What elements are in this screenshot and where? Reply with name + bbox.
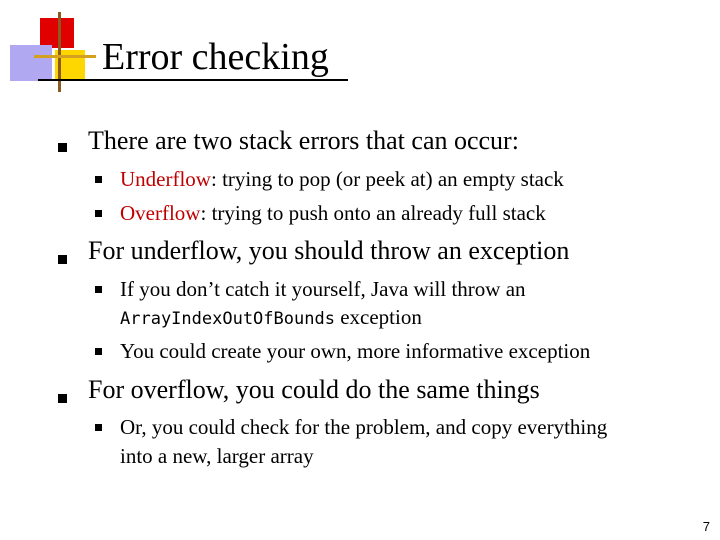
logo-horizontal-bar — [34, 55, 96, 58]
bullet-text: For overflow, you could do the same things — [88, 375, 540, 404]
slide-template-logo — [0, 0, 100, 100]
bullet-icon — [58, 394, 67, 403]
sub-bullet-icon — [95, 424, 102, 431]
underflow-description: : trying to pop (or peek at) an empty stack — [210, 167, 564, 191]
sub-bullet-text: You could create your own, more informative exception — [120, 339, 591, 363]
title-underline — [38, 79, 348, 81]
overflow-term: Overflow — [120, 201, 201, 225]
sub-bullet-text: Or, you could check for the problem, and copy everything — [120, 415, 608, 439]
sub-bullet-text: If you don’t catch it yourself, Java will throw an — [120, 277, 526, 301]
exception-suffix: exception — [334, 305, 422, 329]
bullet-icon — [58, 143, 67, 152]
sub-bullet-icon — [95, 286, 102, 293]
sub-bullet-icon — [95, 210, 102, 217]
bullet-icon — [58, 255, 67, 264]
sub-bullet-text-continued — [120, 304, 422, 333]
sub-bullet-text-continued: into a new, larger array — [120, 444, 314, 468]
logo-lavender-square — [10, 45, 52, 81]
overflow-description: : trying to push onto an already full stack — [200, 201, 546, 225]
code-snippet: ArrayIndexOutOfBounds — [120, 309, 335, 329]
sub-bullet-text — [120, 200, 546, 227]
bullet-text: For underflow, you should throw an exception — [88, 236, 570, 265]
bullet-text: There are two stack errors that can occur: — [88, 126, 519, 155]
slide-title: Error checking — [102, 36, 329, 78]
sub-bullet-icon — [95, 348, 102, 355]
sub-bullet-text — [120, 166, 564, 193]
underflow-term: Underflow — [120, 167, 211, 191]
logo-red-square — [40, 18, 74, 48]
sub-bullet-icon — [95, 176, 102, 183]
page-number: 7 — [702, 519, 710, 534]
